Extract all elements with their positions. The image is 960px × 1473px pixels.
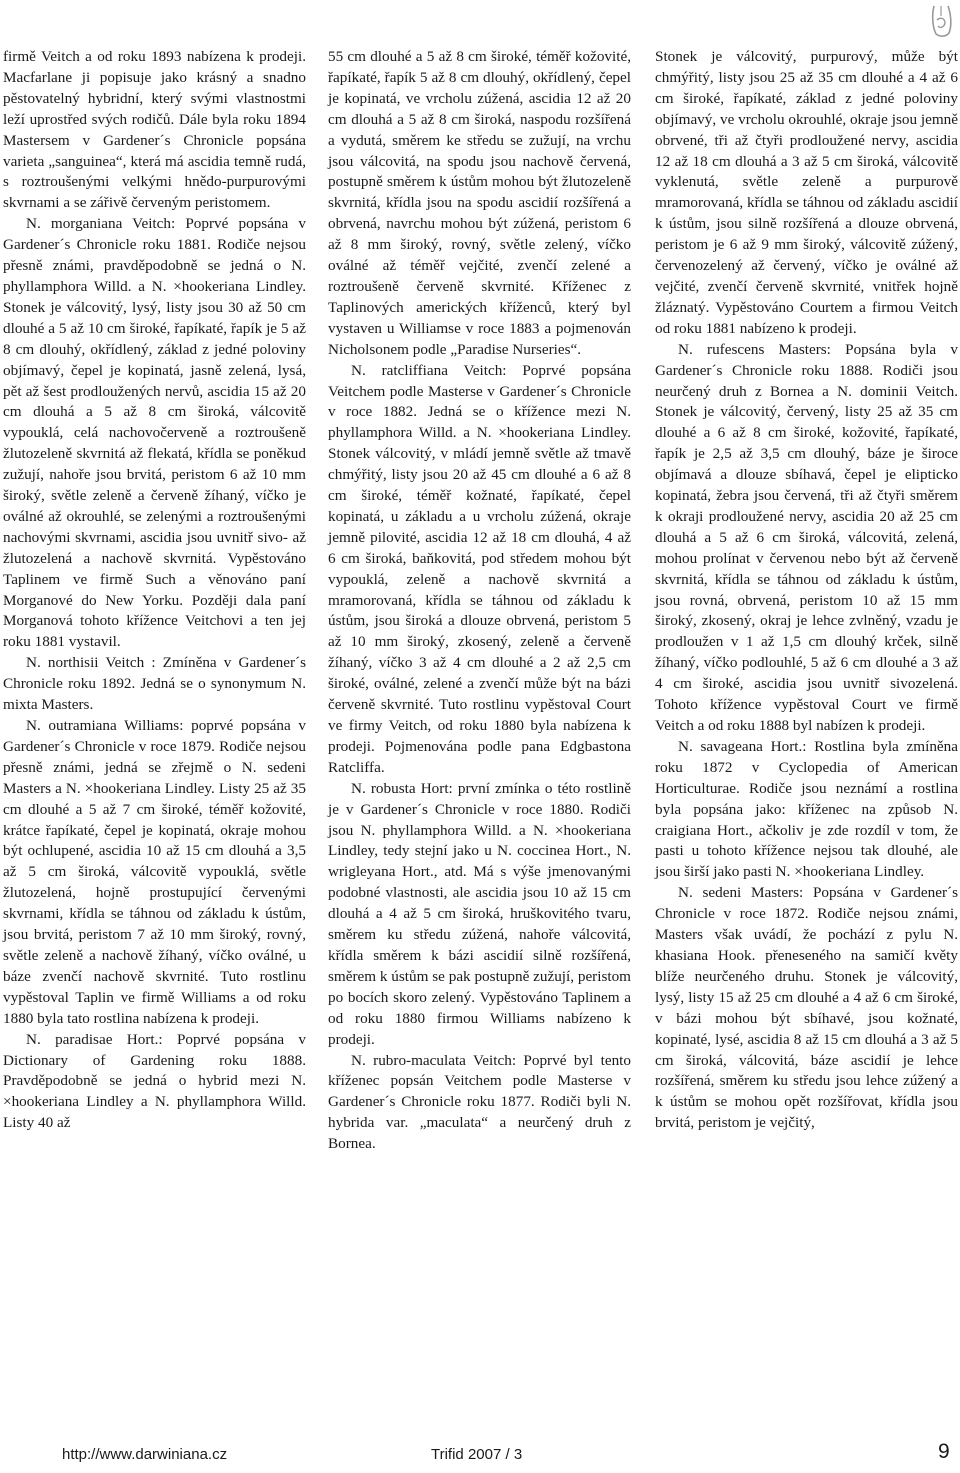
paragraph: N. rubro-maculata Veitch: Poprvé byl tento kříženec popsán Veitchem podle Masterse v Gardener´s Chronicle roku 1877. Rodiči byli N. hybrida var. „maculata“ a neurčený druh z Bornea. (328, 1051, 631, 1153)
footer-url[interactable]: http://www.darwiniana.cz (62, 1446, 228, 1463)
paragraph: N. savageana Hort.: Rostlina byla zmíněna roku 1872 v Cyclopedia of American Horticulturae. Rodiče jsou neznámí a rostlina byla popsána jako: kříženec na způsob N. craigiana Hort., ačkoliv je zde rozdíl v tom, že pasti u tohoto křížence nejsou tak dlouhé, ale jsou širší jako pasti N. ×hookeriana Lindley. (655, 737, 958, 881)
footer-magazine-issue: Trifid 2007 / 3 (431, 1446, 523, 1463)
paragraph: N. sedeni Masters: Popsána v Gardener´s Chronicle v roce 1872. Rodiče nejsou známi, Masters však uvádí, že pochází z pylu N. khasiana Hook. přeneseného na samičí květy blíže neurčeného druhu. Stonek je válcovitý, lysý, listy 15 až 25 cm dlouhé a 4 až 6 cm široké, v bázi mohou být sbíhavé, jsou kožnaté, kopinaté, lysé, ascidia 8 až 15 cm dlouhá a 3 až 5 cm široká, válcovitá, báze ascidií je lehce rozšířená, směrem ku středu jsou lehce zúžený a k ústům se mohou opět rozšířovat, křídla jsou brvitá, peristom je vejčitý, (655, 884, 958, 1132)
page-number: 9 (938, 1440, 950, 1463)
paragraph: firmě Veitch a od roku 1893 nabízena k prodeji. Macfarlane ji popisuje jako krásný a snadno pěstovatelný hybridní, který svými vlastnostmi leží uprostřed svých rodičů. Dále byla roku 1894 Mastersem v Gardener´s Chronicle popsána varieta „sanguinea“, která má ascidia temně rudá, s roztroušenými velkými hnědo-purpurovými skvrnami a se zářivě červeným peristomem. (3, 48, 306, 212)
text-column-left (3, 47, 306, 1134)
paragraph: N. ratcliffiana Veitch: Poprvé popsána Veitchem podle Masterse v Gardener´s Chronicle v roce 1882. Jedná se o křížence mezi N. phyllamphora Willd. a N. ×hookeriana Lindley. Stonek válcovitý, v mládí jemně světle až tmavě chmýřitý, listy jsou 20 až 45 cm dlouhé a 6 až 8 cm široké, téměř kožnaté, řapíkaté, čepel kopinatá, u základu a u vrcholu zúžená, okraje jemně pilovité, ascidia 12 až 18 cm dlouhá, 4 až 6 cm široká, baňkovitá, pod středem mohou být vypouklá, zeleně a nachově skvrnitá a mramorovaná, křídla se táhnou od základu k ústům, jsou široká a dlouze obrvená, peristom 5 až 10 mm široký, zkosený, zeleně a červeně žíhaný, víčko 3 až 4 cm dlouhé a 2 až 2,5 cm široké, oválné, zelené a zvenčí může být na bázi červeně skvrnité. Tuto rostlinu vypěstoval Court ve firmy Veitch, od roku 1880 byla nabízena k prodeji. Pojmenována podle pana Edgbastona Ratcliffa. (328, 361, 631, 776)
paragraph: N. rufescens Masters: Popsána byla v Gardener´s Chronicle roku 1888. Rodiči jsou neurčený druh z Bornea a N. dominii Veitch. Stonek je válcovitý, červený, listy 25 až 35 cm dlouhé a 6 až 8 cm široké, kožovité, řapíkaté, řapík je 2,5 až 3,5 cm dlouhý, báze je široce objímavá a dlouze sbíhavá, čepel je elipticko kopinatá, žebra jsou červená, tři až čtyři směrem k okraji prodloužené nervy, ascidia 20 až 25 cm dlouhá a 5 až 6 cm široká, válcovitá, zelená, mohou prolínat v červenou nebo být až červeně skvrnitá, křídla se táhnou od základu k ústům, jsou rovná, obrvená, peristom 10 až 15 mm široký, zkosený, okraj je lehce zvlněný, vzadu je prodloužen v 1 až 1,5 cm dlouhý krček, silně žíhaný, víčko podlouhlé, 5 až 6 cm dlouhé a 3 až 4 cm široké, ascidia jsou uvnitř sivozelená. Tohoto křížence vypěstoval Court ve firmě Veitch a od roku 1888 byl nabízen k prodeji. (655, 340, 958, 734)
paragraph: N. robusta Hort: první zmínka o této rostlině je v Gardener´s Chronicle v roce 1880. Rodiči jsou N. phyllamphora Willd. a N. ×hookeriana Lindley, tedy stejní jako u N. coccinea Hort., N. wrigleyana Hort., atd. Má s výše jmenovanými podobné vlastnosti, ale ascidia jsou 10 až 15 cm dlouhá a 4 až 5 cm široká, hruškovitého tvaru, směrem ku středu zúžená, nahoře válcovitá, křídla směrem k bázi ascidií silně rozšířená, směrem k ústům se pak postupně zužují, peristom po bocích skoro zelený. Vypěstováno Taplinem a od roku 1880 firmou Williams nabízeno k prodeji. (328, 779, 631, 1048)
paragraph: N. northisii Veitch : Zmíněna v Gardener´s Chronicle roku 1892. Jedná se o synonymum N. mixta Masters. (3, 654, 306, 714)
paragraph: 55 cm dlouhé a 5 až 8 cm široké, téměř kožovité, řapíkaté, řapík 5 až 8 cm dlouhý, okřídlený, čepel je kopinatá, ve vrcholu zúžená, ascidia 12 až 20 cm dlouhá a 5 až 8 cm široká, naspodu rozšířená a vydutá, směrem ke středu se zužují, na vrchu jsou válcovitá, na spodu jsou nachově červená, postupně směrem k ústům mohou být žlutozeleně skvrnitá, křídla jsou na spodu ascidií rozšířená a obrvená, navrchu mohou být zúžená, peristom 6 až 8 mm široký, rovný, světle zelený, víčko oválné až téměř vejčité, zvenčí zelené a roztroušeně červeně skvrnité. Kříženec z Taplinových amerických kříženců, který byl vystaven u Williamse v roce 1883 a pojmenován Nicholsonem podle „Paradise Nurseries“. (328, 48, 631, 358)
darwiniana-logo-icon (928, 2, 954, 38)
text-column-middle (328, 47, 631, 1155)
text-column-right (655, 47, 958, 1134)
paragraph: Stonek je válcovitý, purpurový, může být chmýřitý, listy jsou 25 až 35 cm dlouhé a 4 až 6 cm široké, řapíkaté, základ z jedné poloviny objímavý, ve vrcholu okrouhlé, okraje jsou jemně obrvené, tři až čtyři prodloužené nervy, ascidia 12 až 18 cm dlouhá a 3 až 5 cm široká, válcovitě vyklenutá, světle zeleně a purpurově mramorovaná, křídla se táhnou od základu ascidií k ústům, jsou silně rozšířená a dlouze obrvená, peristom je 6 až 9 mm široký, válcovitě zúžený, červenozelený až červený, víčko je oválné až vejčité, zvenčí červeně skvrnité, vnitřek hojně žláznatý. Vypěstováno Courtem a firmou Veitch od roku 1881 nabízeno k prodeji. (655, 48, 958, 337)
paragraph: N. morganiana Veitch: Poprvé popsána v Gardener´s Chronicle roku 1881. Rodiče nejsou přesně známi, pravděpodobně se jedná o N. phyllamphora Willd. a N. ×hookeriana Lindley. Stonek je válcovitý, lysý, listy jsou 30 až 50 cm dlouhé a 5 až 10 cm široké, řapíkaté, řapík je 5 až 8 cm dlouhý, okřídlený, základ z jedné poloviny objímavý, čepel je kopinatá, jasně zelená, lysá, pět až šest prodloužených nervů, ascidia 15 až 20 cm dlouhá a 5 až 8 cm široká, válcovitě vypouklá, celá nachovočerveně a roztroušeně žlutozeleně skvrnitá až flekatá, křídla se poněkud zužují, nahoře jsou brvitá, peristom 6 až 10 mm široký, světle zeleně a červeně žíhaný, víčko je oválné až okrouhlé, se zelenými a roztroušenými nachovými skvrnami, ascidia jsou uvnitř sivo- až žlutozelená a nachově skvrnitá. Vypěstováno Taplinem ve firmě Such a věnováno paní Morganové do New Yorku. Později dala paní Morganová tohoto křížence Veitchovi a ten jej roku 1881 vystavil. (3, 215, 306, 651)
paragraph: N. paradisae Hort.: Poprvé popsána v Dictionary of Gardening roku 1888. Pravděpodobně se jedná o hybrid mezi N. ×hookeriana Lindley a N. phyllamphora Willd. Listy 40 až (3, 1030, 306, 1132)
paragraph: N. outramiana Williams: poprvé popsána v Gardener´s Chronicle v roce 1879. Rodiče nejsou přesně známi, jedná se zřejmě o N. sedeni Masters a N. ×hookeriana Lindley. Listy 25 až 35 cm dlouhé a 5 až 7 cm široké, téměř kožovité, krátce řapíkaté, čepel je kopinatá, okraje mohou být ochlupené, ascidia 10 až 15 cm dlouhá a 3,5 až 5 cm široká, válcovitě vypouklá, světle žlutozelená, hojně prostupující červenými skvrnami, křídla se táhnou od základu k ústům, jsou brvitá, peristom 7 až 10 mm široký, rovný, světle zeleně a nachově žíhaný, víčko oválné, u báze zvenčí nachově skvrnité. Tuto rostlinu vypěstoval Taplin ve firmě Williams a od roku 1880 byla tato rostlina nabízena k prodeji. (3, 717, 306, 1027)
